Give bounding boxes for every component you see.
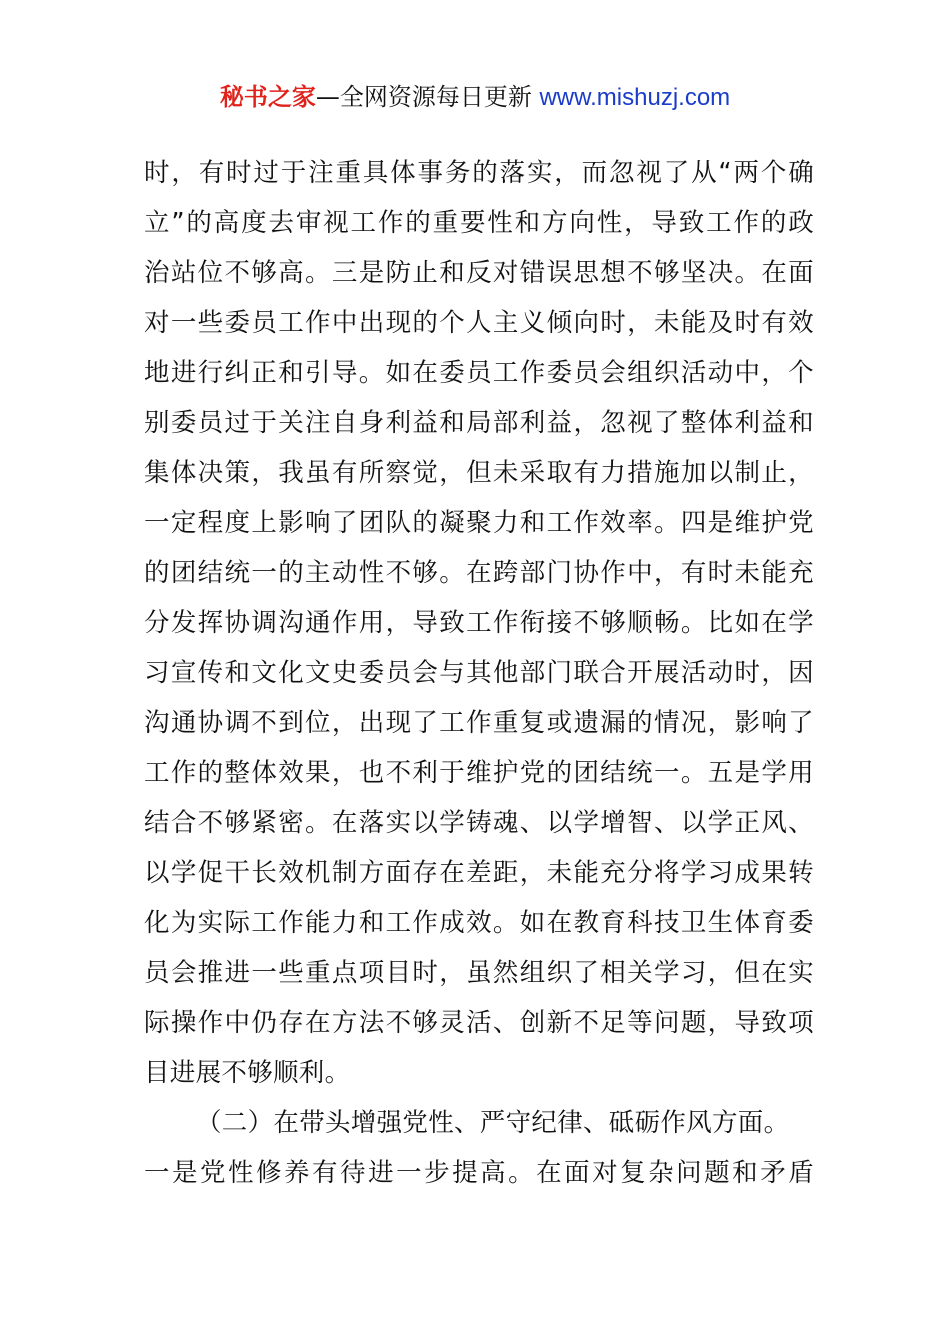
paragraph-line: 工作的整体效果，也不利于维护党的团结统一。五是学用 [144, 758, 814, 788]
paragraph-line: 立”的高度去审视工作的重要性和方向性，导致工作的政 [144, 208, 814, 238]
paragraph-line: 员会推进一些重点项目时，虽然组织了相关学习，但在实 [144, 958, 814, 988]
paragraph-line: 以学促干长效机制方面存在差距，未能充分将学习成果转 [144, 858, 814, 888]
paragraph-line: 的团结统一的主动性不够。在跨部门协作中，有时未能充 [144, 558, 814, 588]
paragraph-line: 结合不够紧密。在落实以学铸魂、以学增智、以学正风、 [144, 808, 814, 838]
paragraph-line: 分发挥协调沟通作用，导致工作衔接不够顺畅。比如在学 [144, 608, 814, 638]
site-tagline: —全网资源每日更新 [315, 83, 532, 111]
site-header [0, 80, 950, 115]
paragraph-line: 地进行纠正和引导。如在委员工作委员会组织活动中，个 [144, 358, 814, 388]
document-body [144, 148, 814, 1198]
paragraph-line: 治站位不够高。三是防止和反对错误思想不够坚决。在面 [144, 258, 814, 288]
paragraph-line: 化为实际工作能力和工作成效。如在教育科技卫生体育委 [144, 908, 814, 938]
paragraph-line: 目进展不够顺利。 [144, 1058, 351, 1088]
section-heading: （二）在带头增强党性、严守纪律、砥砺作风方面。 [196, 1108, 790, 1138]
paragraph-line: 沟通协调不到位，出现了工作重复或遗漏的情况，影响了 [144, 708, 814, 738]
paragraph-line: 时，有时过于注重具体事务的落实，而忽视了从“两个确 [144, 158, 814, 188]
site-url-link[interactable]: www.mishuzj.com [539, 84, 731, 111]
site-brand: 秘书之家 [219, 83, 316, 111]
paragraph-line: 对一些委员工作中出现的个人主义倾向时，未能及时有效 [144, 308, 814, 338]
paragraph-line: 一是党性修养有待进一步提高。在面对复杂问题和矛盾 [144, 1158, 814, 1188]
paragraph-line: 集体决策，我虽有所察觉，但未采取有力措施加以制止， [144, 458, 814, 488]
paragraph-line: 习宣传和文化文史委员会与其他部门联合开展活动时，因 [144, 658, 814, 688]
paragraph-line: 一定程度上影响了团队的凝聚力和工作效率。四是维护党 [144, 508, 814, 538]
paragraph-line: 际操作中仍存在方法不够灵活、创新不足等问题，导致项 [144, 1008, 814, 1038]
paragraph-line: 别委员过于关注自身利益和局部利益，忽视了整体利益和 [144, 408, 814, 438]
